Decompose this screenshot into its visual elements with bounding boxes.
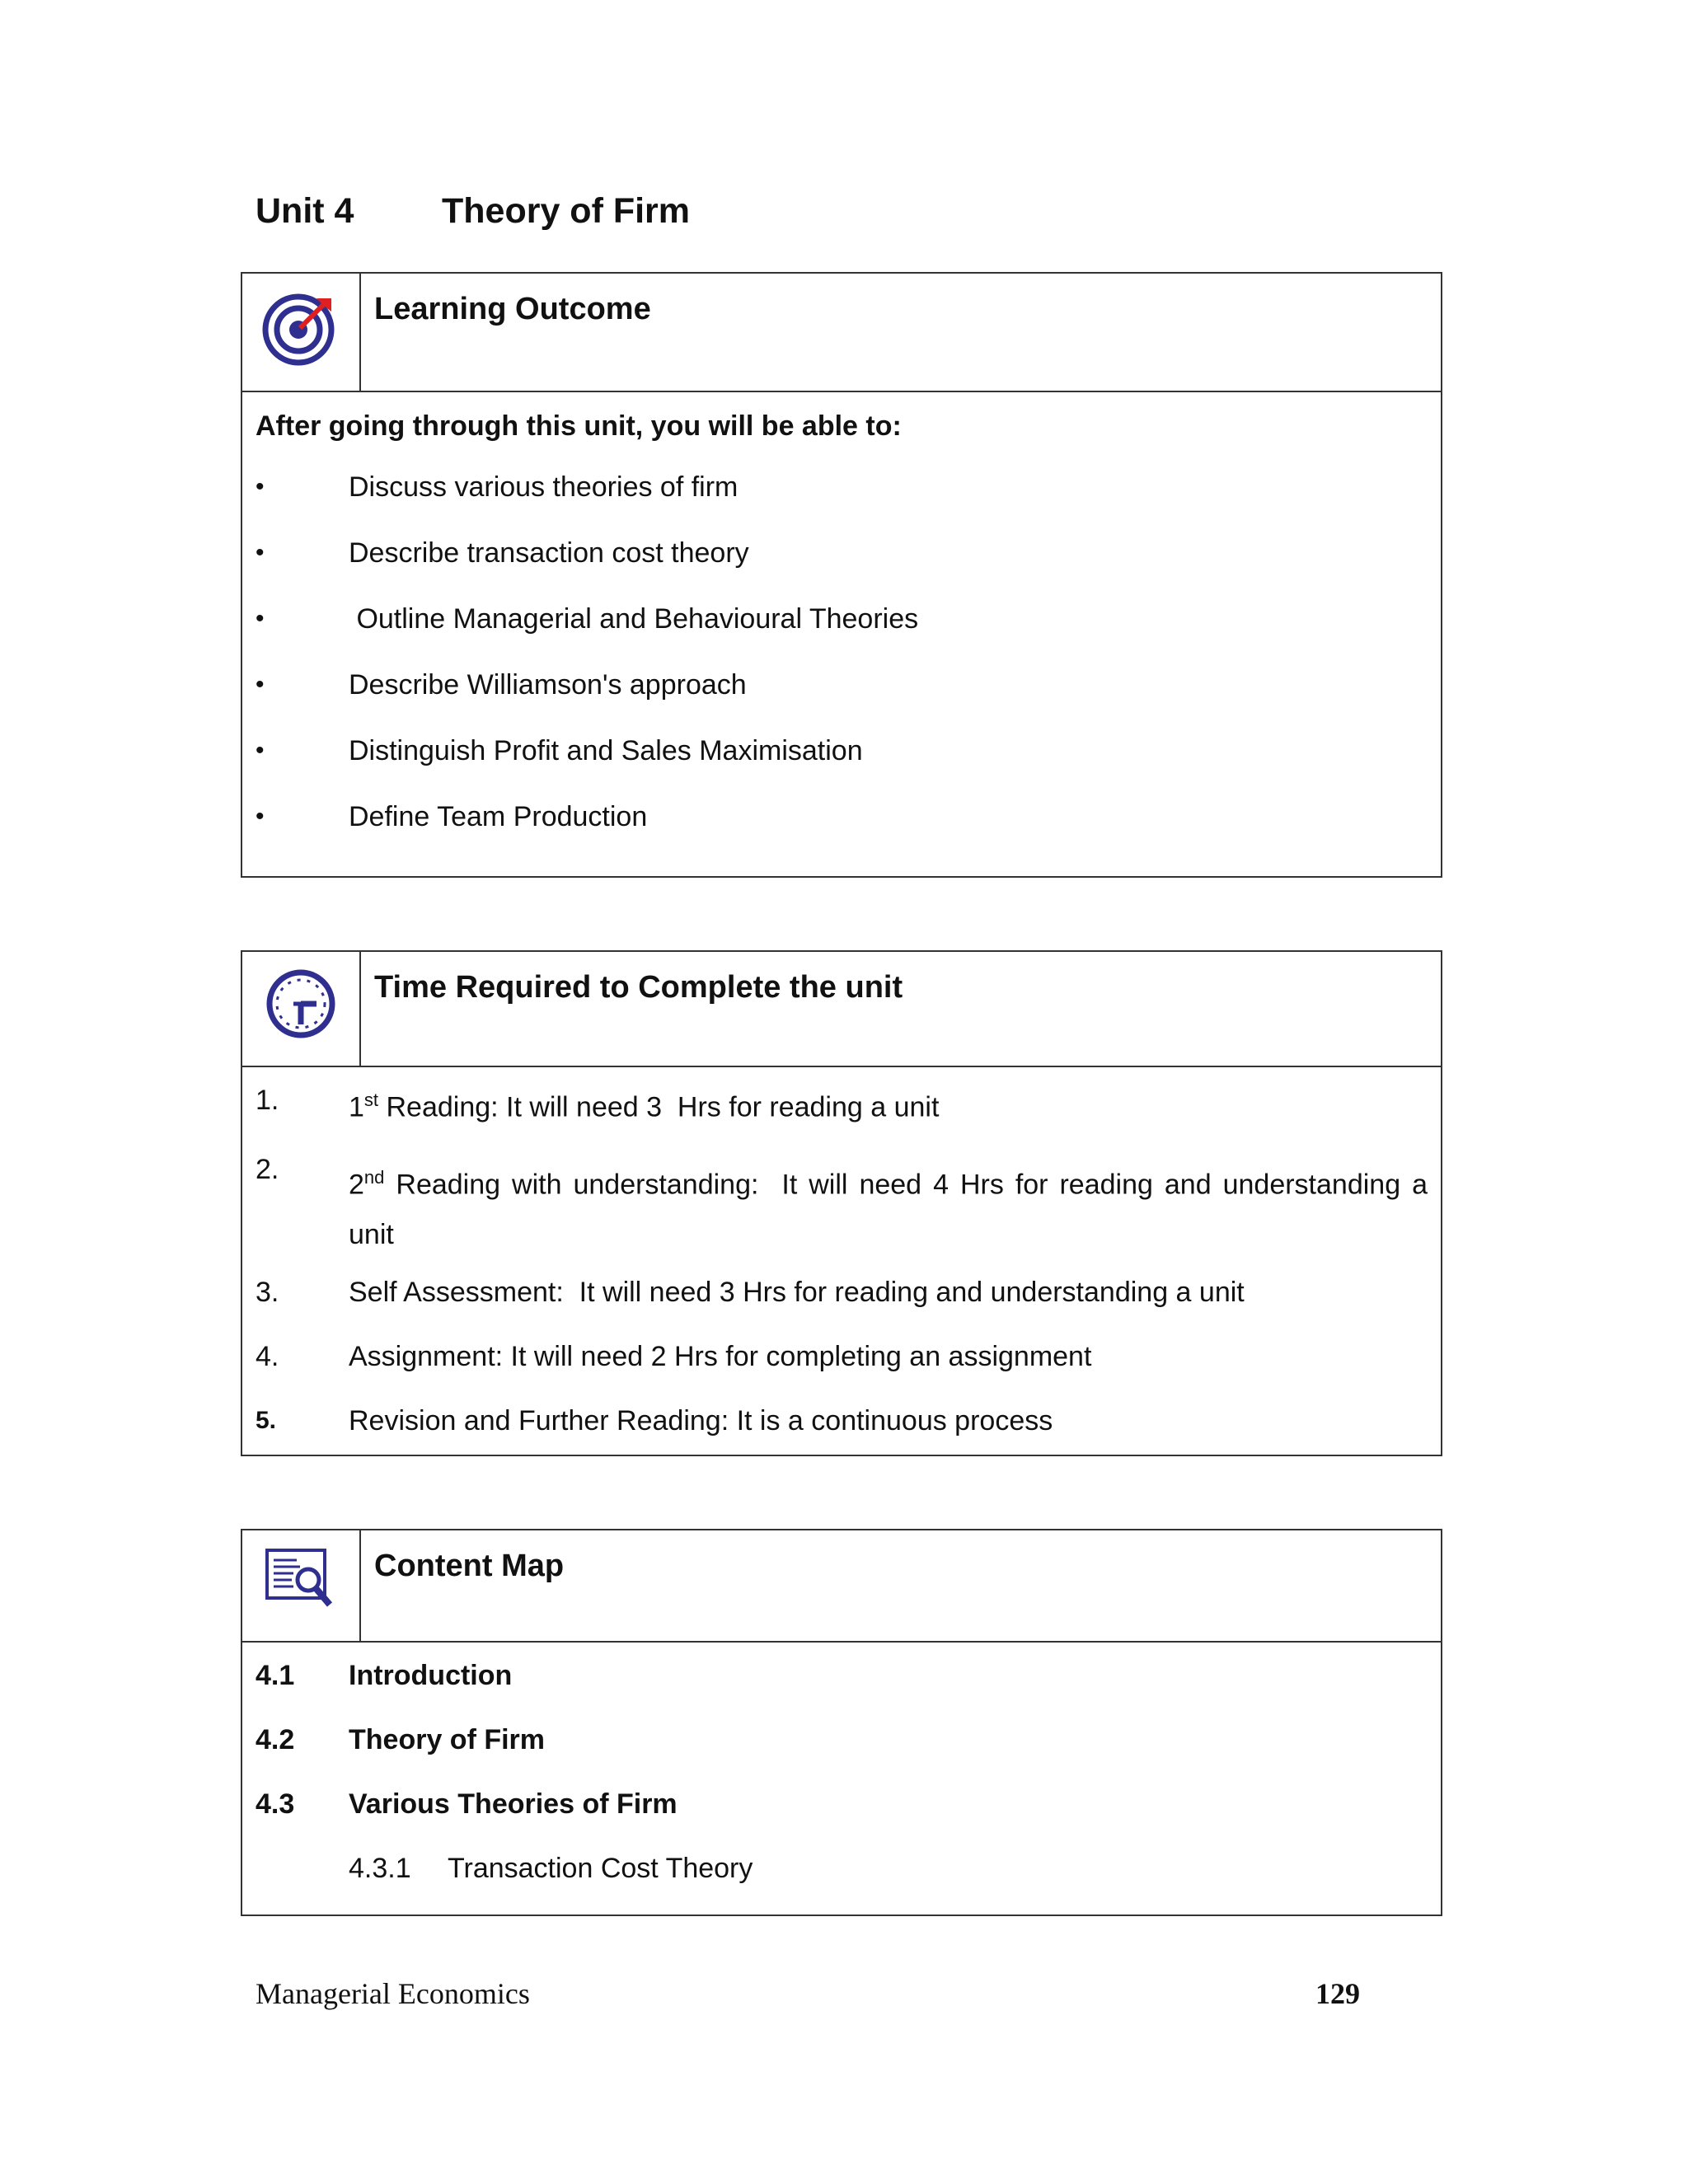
section-number: 4.3: [256, 1788, 295, 1820]
item-number: 1.: [256, 1085, 279, 1116]
bullet: •: [256, 737, 265, 764]
list-item-text: Revision and Further Reading: It is a continuous process: [349, 1404, 1053, 1436]
list-item: [256, 734, 1428, 767]
learning-outcome-box: [241, 272, 1442, 878]
clock-icon: [264, 967, 338, 1041]
list-item-text: Describe transaction cost theory: [349, 537, 749, 569]
time-required-body: [242, 1067, 1441, 1437]
content-map-heading: Content Map: [374, 1549, 565, 1583]
bullet: •: [256, 803, 265, 830]
learning-outcome-body: [242, 392, 1441, 833]
item-text: Reading: It will need 3 Hrs for reading a unit: [378, 1091, 940, 1123]
item-number: 4.: [256, 1340, 279, 1372]
list-item: [256, 471, 1428, 504]
list-item: [256, 1276, 1428, 1309]
item-text: Reading with understanding: It will need 4 Hrs for reading and understanding a unit: [349, 1169, 1436, 1250]
unit-number: Unit 4: [256, 191, 354, 231]
section-title: Theory of Firm: [349, 1724, 546, 1755]
learning-outcome-intro: After going through this unit, you will be able to:: [256, 410, 902, 442]
document-search-icon: [264, 1545, 338, 1611]
ordinal-suffix: nd: [363, 1167, 385, 1188]
list-item: [256, 1852, 1428, 1885]
list-item-text: Describe Williamson's approach: [349, 669, 747, 701]
section-title: Introduction: [349, 1660, 513, 1691]
content-map-header: [242, 1530, 1441, 1643]
page-title: [256, 191, 690, 232]
item-number: 2.: [256, 1154, 279, 1186]
list-item: [256, 602, 1428, 635]
list-item: [256, 800, 1428, 833]
list-item-text: Define Team Production: [349, 801, 648, 832]
list-item-text: Outline Managerial and Behavioural Theories: [349, 603, 919, 635]
section-number: 4.2: [256, 1724, 295, 1755]
learning-outcome-header: [242, 274, 1441, 392]
item-number: 5.: [256, 1406, 277, 1434]
list-item-text: Distinguish Profit and Sales Maximisation: [349, 735, 863, 766]
ordinal: 2: [349, 1169, 364, 1201]
bullet: •: [256, 473, 265, 500]
time-required-heading: Time Required to Complete the unit: [374, 970, 903, 1005]
ordinal: 1: [349, 1091, 364, 1123]
bullet: •: [256, 605, 265, 632]
subsection-title: Transaction Cost Theory: [448, 1853, 753, 1884]
list-item: [256, 1659, 1428, 1692]
bullet: •: [256, 539, 265, 566]
footer-book-title: Managerial Economics: [256, 1977, 530, 2010]
list-item: [256, 668, 1428, 701]
time-required-header: [242, 952, 1441, 1067]
list-item: [256, 1723, 1428, 1756]
content-map-icon-cell: [242, 1530, 361, 1641]
time-required-icon-cell: [242, 952, 361, 1066]
learning-outcome-heading: Learning Outcome: [374, 292, 651, 326]
time-required-box: [241, 950, 1442, 1456]
bullet: •: [256, 671, 265, 698]
target-icon: [262, 288, 340, 366]
learning-outcome-icon-cell: [242, 274, 361, 391]
list-item-text: [349, 1084, 1428, 1123]
list-item: [256, 1340, 1428, 1373]
item-number: 3.: [256, 1276, 279, 1308]
list-item: [256, 1404, 1428, 1437]
list-item-text: Assignment: It will need 2 Hrs for completing an assignment: [349, 1340, 1092, 1372]
list-item-text: [349, 1153, 1436, 1258]
content-map-box: [241, 1529, 1442, 1916]
list-item: [256, 1153, 1436, 1258]
content-map-body: [242, 1643, 1441, 1885]
list-item: [256, 1084, 1428, 1123]
list-item-text: Discuss various theories of firm: [349, 471, 738, 503]
section-title: Various Theories of Firm: [349, 1788, 678, 1820]
list-item: [256, 537, 1428, 569]
list-item: [256, 1788, 1428, 1821]
footer-page-number: 129: [1315, 1977, 1360, 2010]
list-item-text: Self Assessment: It will need 3 Hrs for reading and understanding a unit: [349, 1276, 1245, 1308]
unit-name: Theory of Firm: [442, 191, 691, 231]
ordinal-suffix: st: [363, 1090, 379, 1110]
section-number: 4.1: [256, 1660, 295, 1691]
subsection-number: 4.3.1: [349, 1853, 411, 1884]
